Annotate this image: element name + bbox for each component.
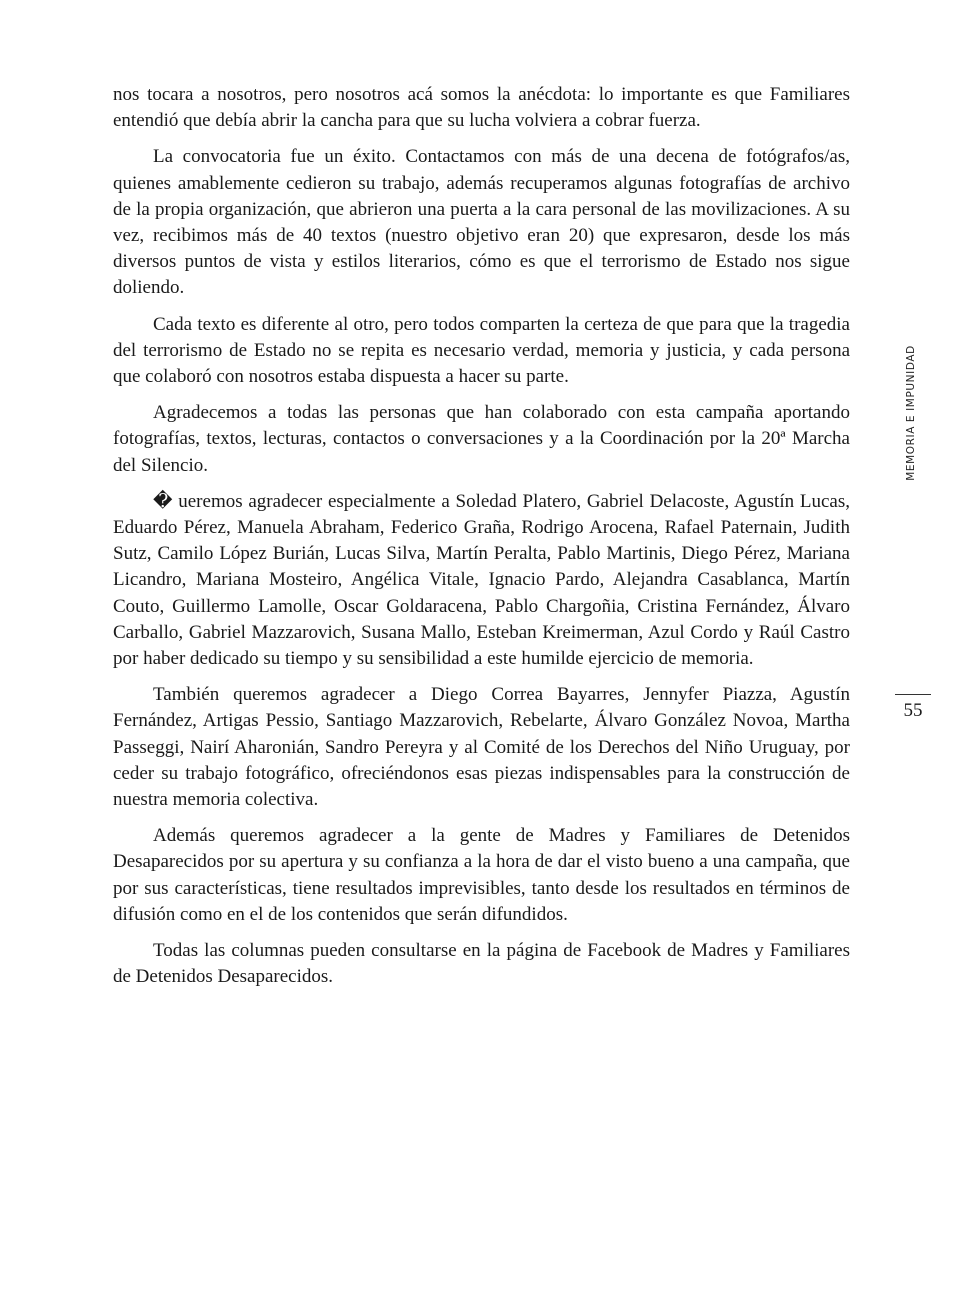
- folio-rule: [895, 694, 931, 695]
- page-number: 55: [903, 700, 923, 721]
- paragraph-convocatoria: La convocatoria fue un éxito. Contactamos con más de una decena de fotógrafos/as, quienes amablemente cedieron su trabajo, además recuperamos algunas fotografías de archivo de la propia organización, que abrieron una puerta a la cara personal de las movilizaciones. A su vez, recibimos más de 40 textos (nuestro objetivo eran 20) que expresaron, desde los más diversos puntos de vista y estilos literarios, cómo es que el terrorismo de Estado nos sigue doliendo.: [113, 146, 850, 299]
- running-head-text: MEMORIA E IMPUNIDAD: [905, 345, 918, 481]
- paragraph-agradecemos: Agradecemos a todas las personas que han colaborado con esta campaña aportando fotografías, textos, lecturas, contactos o conversaciones y a la Coordinación por la 20ª Marcha del Silencio.: [113, 402, 850, 476]
- paragraph-agradecer-fotografos: También queremos agradecer a Diego Correa Bayarres, Jennyfer Piazza, Agustín Fernández, Artigas Pessio, Santiago Mazzarovich, Rebelarte, Álvaro González Novoa, Martha Passeggi, Nairí Aharonián, Sandro Pereyra y al Comité de los Derechos del Niño Uruguay, por ceder su trabajo fotográfico, ofreciéndonos esas piezas indispensables para la construcción de nuestra memoria colectiva.: [113, 684, 850, 811]
- running-head: [896, 338, 926, 488]
- page-body: [113, 82, 850, 1001]
- paragraph-continuation: nos tocara a nosotros, pero nosotros acá somos la anécdota: lo importante es que Familiares entendió que debía abrir la cancha para que su lucha volviera a cobrar fuerza.: [113, 84, 850, 132]
- paragraph-agradecer-autores: � ueremos agradecer especialmente a Soledad Platero, Gabriel Delacoste, Agustín Lucas, Eduardo Pérez, Manuela Abraham, Federico Graña, Rodrigo Arocena, Rafael Paternain, Judith Sutz, Camilo López Burián, Lucas Silva, Martín Peralta, Pablo Martinis, Diego Pérez, Mariana Licandro, Mariana Mosteiro, Angélica Vitale, Ignacio Pardo, Alejandra Casablanca, Martín Couto, Guillermo Lamolle, Oscar Goldaracena, Pablo Chargoñia, Cristina Fernández, Álvaro Carballo, Gabriel Mazzarovich, Susana Mallo, Esteban Kreimerman, Azul Cordo y Raúl Castro por haber dedicado su tiempo y su sensibilidad a este humilde ejercicio de memoria.: [113, 490, 850, 670]
- paragraph-cada-texto: Cada texto es diferente al otro, pero todos comparten la certeza de que para que la tragedia del terrorismo de Estado no se repita es necesario verdad, memoria y justicia, y cada persona que colaboró con nosotros estaba dispuesta a hacer su parte.: [113, 313, 850, 388]
- paragraph-facebook: Todas las columnas pueden consultarse en la página de Facebook de Madres y Familiares de Detenidos Desaparecidos.: [113, 940, 850, 988]
- paragraph-agradecer-madres: Además queremos agradecer a la gente de Madres y Familiares de Detenidos Desaparecidos por su apertura y su confianza a la hora de dar el visto bueno a una campaña, que por sus características, tiene resultados imprevisibles, tanto desde los resultados en términos de difusión como en el de los contenidos que serán difundidos.: [113, 825, 850, 925]
